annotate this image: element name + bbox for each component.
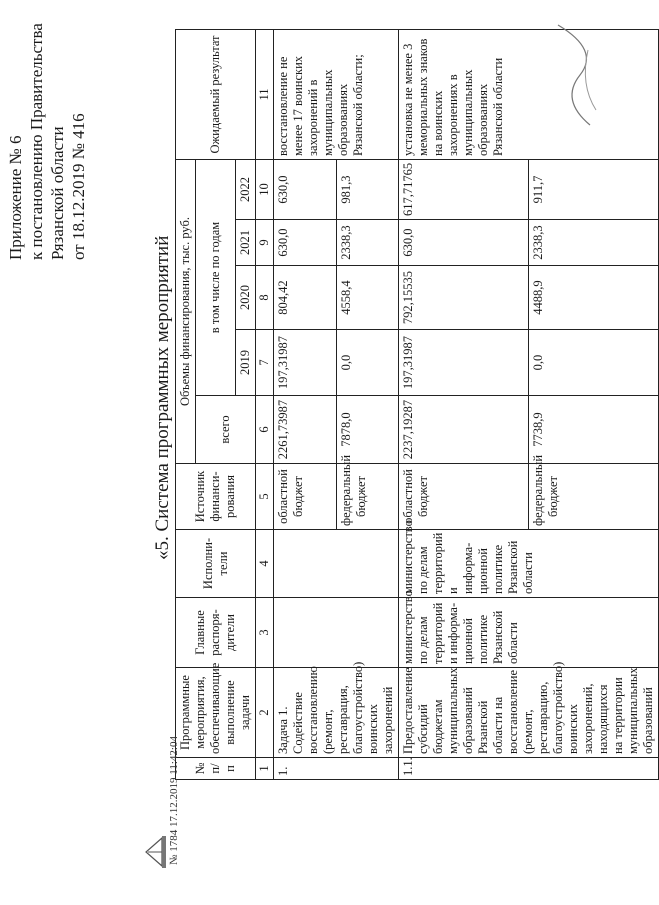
row-total: 2261,73987 — [274, 396, 337, 464]
row-2022: 981,3 — [336, 159, 399, 219]
row-2021: 2338,3 — [336, 220, 399, 266]
column-number: 2 — [256, 668, 274, 758]
row-2022: 617,71765 — [399, 159, 529, 219]
column-number: 6 — [256, 396, 274, 464]
header-managers: Главные распоря-дители — [176, 598, 256, 668]
column-number: 4 — [256, 530, 274, 598]
row-total: 7738,9 — [529, 396, 659, 464]
registration-seal-icon — [140, 832, 168, 872]
row-2022: 911,7 — [529, 159, 659, 219]
row-2019: 0,0 — [336, 330, 399, 396]
row-2020: 792,15535 — [399, 266, 529, 330]
table-row — [274, 29, 337, 779]
table-row — [399, 29, 529, 779]
header-funding: Объемы финансирования, тыс. руб. — [176, 159, 196, 463]
appendix-line: от 18.12.2019 № 416 — [69, 113, 88, 260]
row-2021: 630,0 — [399, 220, 529, 266]
rotated-page — [5, 15, 655, 900]
row-2022: 630,0 — [274, 159, 337, 219]
row-activity: Предоставление субсидий бюджетам муниципальных образований Рязанской области на восстановление (ремонт, реставрацию, благоустройство) воинских захоронений, находящихся на территории муниципальных образований — [399, 668, 659, 758]
column-number: 3 — [256, 598, 274, 668]
row-2021: 630,0 — [274, 220, 337, 266]
column-number: 9 — [256, 220, 274, 266]
column-number: 11 — [256, 29, 274, 159]
row-manager: министерство по делам территорий и информа-ционной политике Рязанской области — [399, 598, 659, 668]
row-2020: 4488,9 — [529, 266, 659, 330]
row-manager — [274, 598, 399, 668]
row-source: федеральный бюджет — [336, 464, 399, 530]
header-result: Ожидаемый результат — [176, 29, 256, 159]
row-num: 1.1. — [399, 758, 659, 780]
header-executors: Исполни-тели — [176, 530, 256, 598]
row-2019: 197,31987 — [274, 330, 337, 396]
row-source: областной бюджет — [399, 464, 529, 530]
row-2019: 197,31987 — [399, 330, 529, 396]
column-number: 5 — [256, 464, 274, 530]
header-year-2020: 2020 — [236, 266, 256, 330]
header-total: всего — [196, 396, 256, 464]
appendix-line: к постановлению Правительства — [27, 23, 46, 260]
header-year-2019: 2019 — [236, 330, 256, 396]
section-title: «5. Система программных мероприятий — [152, 235, 173, 560]
column-number: 10 — [256, 159, 274, 219]
row-activity: Задача 1. Содействие восстановлению (ремонт, реставрация, благоустройство) воинских захоронений — [274, 668, 399, 758]
header-activities: Программные мероприятия, обеспечивающие выполнение задачи — [176, 668, 256, 758]
row-2020: 804,42 — [274, 266, 337, 330]
appendix-line: Рязанской области — [48, 126, 67, 260]
row-total: 7878,0 — [336, 396, 399, 464]
pen-mark-icon — [550, 20, 600, 130]
row-result: установка не менее 3 мемориальных знаков на воинских захоронениях в муниципальных образованиях Рязанской области — [399, 29, 659, 159]
row-source: федеральный бюджет — [529, 464, 659, 530]
appendix-line: Приложение № 6 — [6, 135, 25, 260]
row-source: областной бюджет — [274, 464, 337, 530]
row-2019: 0,0 — [529, 330, 659, 396]
column-number: 7 — [256, 330, 274, 396]
header-source: Источник финанси-рования — [176, 464, 256, 530]
program-activities-table — [175, 29, 659, 780]
header-year-2021: 2021 — [236, 220, 256, 266]
row-num: 1. — [274, 758, 399, 780]
header-by-years: в том числе по годам — [196, 159, 236, 395]
registration-stamp: № 1784 17.12.2019 11:42:04 — [168, 736, 180, 865]
row-result: восстановление не менее 17 воинских захоронений в муниципальных образованиях Рязанской области; — [274, 29, 399, 159]
header-year-2022: 2022 — [236, 159, 256, 219]
row-2020: 4558,4 — [336, 266, 399, 330]
column-number: 8 — [256, 266, 274, 330]
header-num: № п/п — [176, 758, 256, 780]
appendix-header — [5, 10, 89, 260]
row-executor — [274, 530, 399, 598]
column-number: 1 — [256, 758, 274, 780]
column-number-row — [256, 29, 274, 779]
row-2021: 2338,3 — [529, 220, 659, 266]
row-executor: министерство по делам территорий и информа-ционной политике Рязанской области — [399, 530, 659, 598]
row-total: 2237,19287 — [399, 396, 529, 464]
